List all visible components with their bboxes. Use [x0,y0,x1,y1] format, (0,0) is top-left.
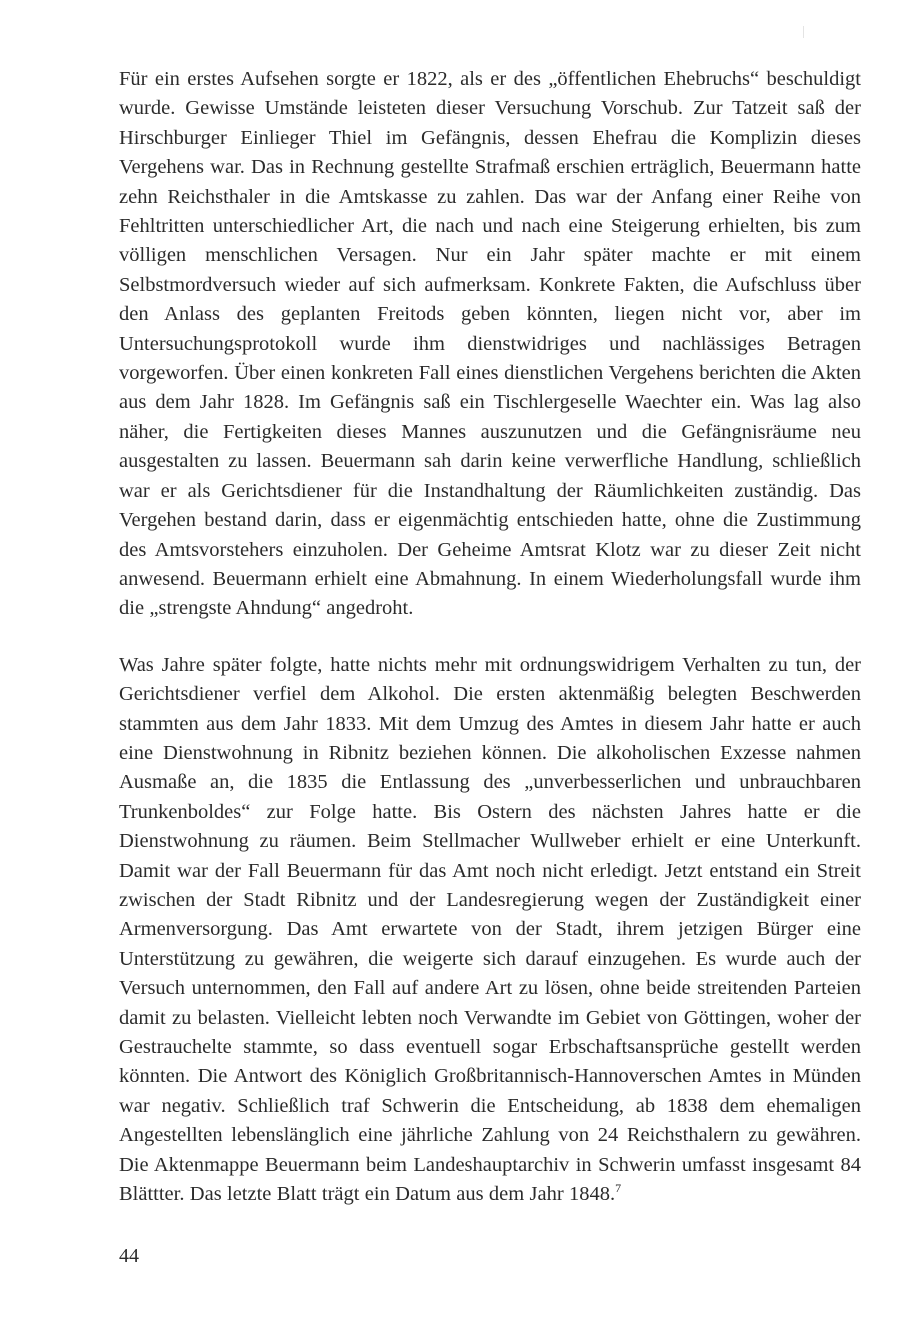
paragraph-1-text: Für ein erstes Aufsehen sorgte er 1822, als er des „öffentlichen Ehebruchs“ beschuldigt wurde. Gewisse Umstände leisteten dieser Versuchung Vorschub. Zur Tatzeit saß der Hirschburger Einlieger Thiel im Gefängnis, dessen Ehefrau die Komplizin dieses Vergehens war. Das in Rechnung gestellte Strafmaß erschien erträglich, Beuermann hatte zehn Reichsthaler in die Amtskasse zu zahlen. Das war der Anfang einer Reihe von Fehltritten unterschiedlicher Art, die nach und nach eine Steigerung erhielten, bis zum völligen menschlichen Versagen. Nur ein Jahr später machte er mit einem Selbstmordversuch wieder auf sich aufmerksam. Konkrete Fakten, die Aufschluss über den Anlass des geplanten Freitods geben könnten, liegen nicht vor, aber im Untersuchungsprotokoll wurde ihm dienstwidriges und nachlässiges Betragen vorgeworfen. Über einen konkreten Fall eines dienstlichen Vergehens berichten die Akten aus dem Jahr 1828. Im Gefängnis saß ein Tischlergeselle Waechter ein. Was lag also näher, die Fertigkeiten dieses Mannes auszunutzen und die Gefängnisräume neu ausgestalten zu lassen. Beuermann sah darin keine verwerfliche Handlung, schließlich war er als Gerichtsdiener für die Instandhaltung der Räumlichkeiten zuständig. Das Vergehen bestand darin, dass er eigenmächtig entschieden hatte, ohne die Zustimmung des Amtsvorstehers einzuholen. Der Geheime Amtsrat Klotz war zu dieser Zeit nicht anwesend. Beuermann erhielt eine Abmahnung. In einem Wiederholungsfall wurde ihm die „strengste Ahndung“ angedroht. [119,68,861,620]
paragraph-2-text: Was Jahre später folgte, hatte nichts mehr mit ordnungswidrigem Verhalten zu tun, der Gerichtsdiener verfiel dem Alkohol. Die ersten aktenmäßig belegten Beschwerden stammten aus dem Jahr 1833. Mit dem Umzug des Amtes in diesem Jahr hatte er auch eine Dienstwohnung in Ribnitz beziehen können. Die alkoholischen Exzesse nahmen Ausmaße an, die 1835 die Entlassung des „unverbesserlichen und unbrauchbaren Trunkenboldes“ zur Folge hatte. Bis Ostern des nächsten Jahres hatte er die Dienstwohnung zu räumen. Beim Stellmacher Wullweber erhielt er eine Unterkunft. Damit war der Fall Beuermann für das Amt noch nicht erledigt. Jetzt entstand ein Streit zwischen der Stadt Ribnitz und der Landesregierung wegen der Zuständigkeit einer Armenversorgung. Das Amt erwartete von der Stadt, ihrem jetzigen Bürger eine Unterstützung zu gewähren, die weigerte sich darauf einzugehen. Es wurde auch der Versuch unternommen, den Fall auf andere Art zu lösen, ohne beide streitenden Parteien damit zu belasten. Vielleicht lebten noch Verwandte im Gebiet von Göttingen, woher der Gestrauchelte stammte, so dass eventuell sogar Erbschaftsansprüche gestellt werden könnten. Die Antwort des Königlich Großbritannisch-Hannoverschen Amtes in Münden war negativ. Schließlich traf Schwerin die Entscheidung, ab 1838 dem ehemaligen Angestellten lebenslänglich eine jährliche Zahlung von 24 Reichsthalern zu gewähren. Die Aktenmappe Beuermann beim Landeshauptarchiv in Schwerin umfasst insgesamt 84 Blättter. Das letzte Blatt trägt ein Datum aus dem Jahr 1848. [119,653,861,1206]
page-number: 44 [119,1245,139,1267]
paragraph-2 [119,651,861,1210]
footnote-reference: 7 [615,1181,622,1196]
paragraph-1 [119,65,861,624]
body-text [119,65,861,1209]
scan-corner-mark [803,26,804,38]
